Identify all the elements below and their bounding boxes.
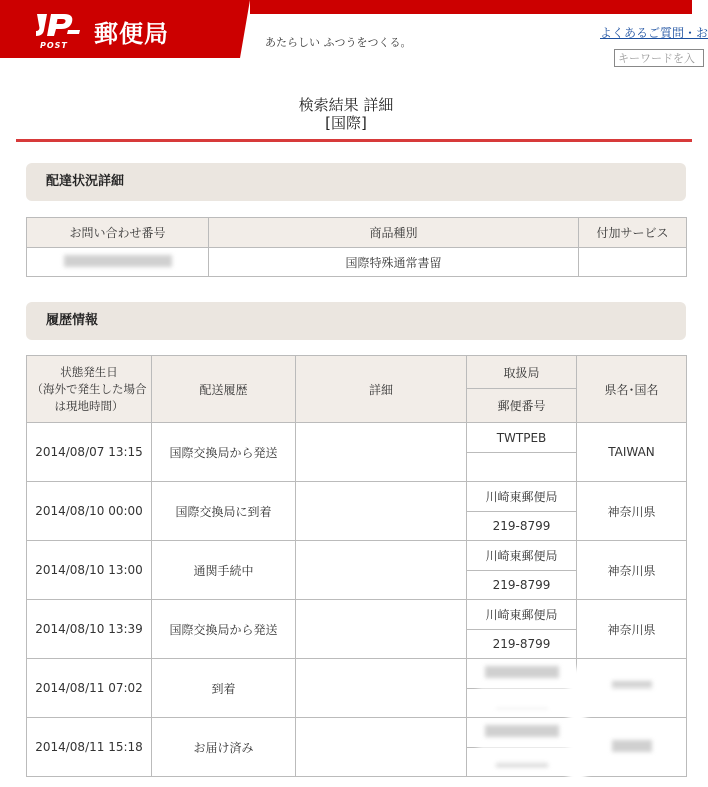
table-row — [27, 423, 687, 453]
row-date: 2014/08/07 13:15 — [27, 423, 152, 482]
keyword-search-input[interactable] — [614, 49, 704, 67]
delivery-status-table — [26, 217, 687, 277]
row-office: 川崎東郵便局 — [467, 600, 577, 630]
col-postal-code: 郵便番号 — [467, 389, 577, 423]
row-history: 国際交換局に到着 — [152, 482, 296, 541]
faq-link[interactable]: よくあるご質問・お — [600, 26, 708, 40]
page-title-line2: [国際] — [325, 114, 367, 132]
row-date: 2014/08/10 13:39 — [27, 600, 152, 659]
header-top-strip — [250, 0, 692, 14]
row-office: TWTPEB — [467, 423, 577, 453]
row-postal: 219-8799 — [467, 512, 577, 541]
row-region: TAIWAN — [577, 423, 687, 482]
row-region — [577, 718, 687, 777]
logo-post-text: POST — [40, 41, 68, 50]
site-header — [0, 0, 708, 58]
row-region: 神奈川県 — [577, 482, 687, 541]
col-detail: 詳細 — [296, 356, 467, 423]
col-additional-service: 付加サービス — [579, 218, 687, 248]
row-office — [467, 659, 577, 689]
table-row — [27, 541, 687, 571]
jp-logo-icon[interactable] — [34, 12, 82, 38]
table-row — [27, 600, 687, 630]
row-history: 通関手続中 — [152, 541, 296, 600]
row-date: 2014/08/10 00:00 — [27, 482, 152, 541]
table-row — [27, 482, 687, 512]
row-history: 国際交換局から発送 — [152, 423, 296, 482]
history-table — [26, 355, 687, 777]
col-delivery-history: 配送履歴 — [152, 356, 296, 423]
row-region: 神奈川県 — [577, 541, 687, 600]
row-history: 到着 — [152, 659, 296, 718]
logo-wordmark[interactable]: 郵便局 — [94, 20, 169, 48]
row-detail — [296, 600, 467, 659]
redaction-smudge — [568, 668, 586, 786]
col-product-type: 商品種別 — [209, 218, 579, 248]
page-title — [0, 96, 692, 132]
row-office: 川崎東郵便局 — [467, 541, 577, 571]
redacted-office — [485, 725, 559, 737]
redacted-region — [612, 740, 652, 752]
row-postal — [467, 453, 577, 482]
row-detail — [296, 423, 467, 482]
page-title-line1: 検索結果 詳細 — [298, 96, 394, 114]
title-divider — [16, 139, 692, 142]
row-detail — [296, 718, 467, 777]
table-row — [27, 718, 687, 748]
delivery-status-heading: 配達状況詳細 — [26, 163, 686, 201]
row-date: 2014/08/11 15:18 — [27, 718, 152, 777]
additional-service-cell — [579, 248, 687, 277]
row-office: 川崎東郵便局 — [467, 482, 577, 512]
row-history: 国際交換局から発送 — [152, 600, 296, 659]
redacted-office — [485, 666, 559, 678]
row-postal: 219-8799 — [467, 571, 577, 600]
tagline: あたらしい ふつうをつくる。 — [265, 36, 412, 49]
row-postal: 219-8799 — [467, 630, 577, 659]
row-date: 2014/08/10 13:00 — [27, 541, 152, 600]
row-detail — [296, 541, 467, 600]
row-date: 2014/08/11 07:02 — [27, 659, 152, 718]
col-region: 県名･国名 — [577, 356, 687, 423]
row-history: お届け済み — [152, 718, 296, 777]
redacted-tracking-number — [64, 255, 172, 267]
row-office — [467, 718, 577, 748]
table-row — [27, 659, 687, 689]
row-detail — [296, 659, 467, 718]
tracking-number-cell — [27, 248, 209, 277]
redaction-smudge — [478, 746, 588, 764]
row-region: 神奈川県 — [577, 600, 687, 659]
col-status-date: 状態発生日 （海外で発生した場合は現地時間） — [27, 356, 152, 423]
col-handling-office: 取扱局 — [467, 356, 577, 389]
product-type-cell: 国際特殊通常書留 — [209, 248, 579, 277]
row-detail — [296, 482, 467, 541]
history-heading: 履歴情報 — [26, 302, 686, 340]
col-tracking-number: お問い合わせ番号 — [27, 218, 209, 248]
